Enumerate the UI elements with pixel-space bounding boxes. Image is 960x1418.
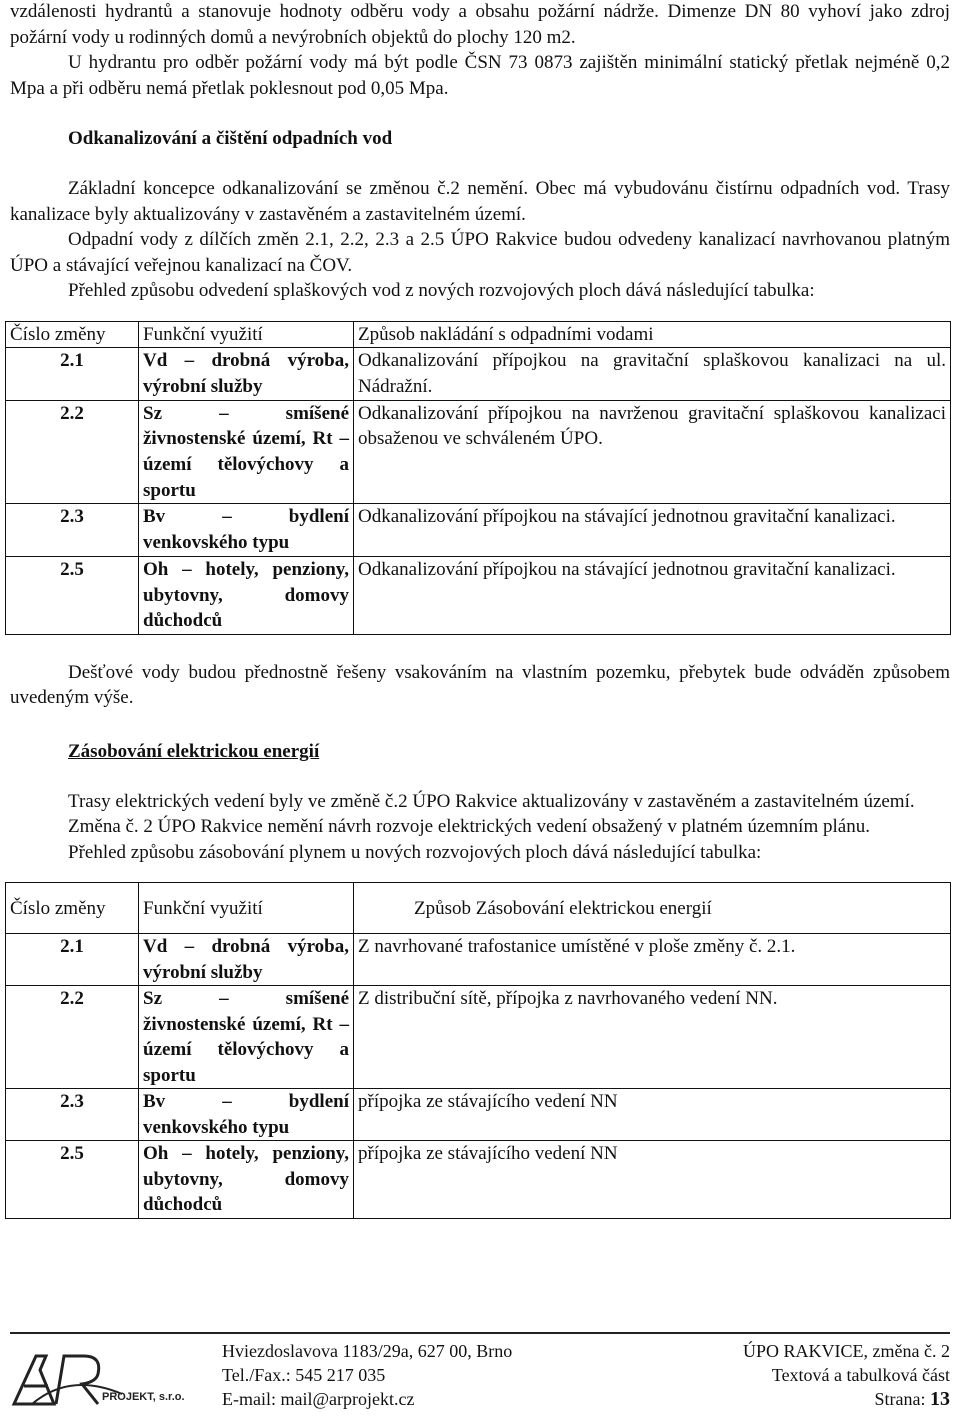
change-number: 2.1 — [6, 348, 139, 400]
table-row — [6, 1089, 951, 1141]
supply-method: přípojka ze stávajícího vedení NN — [354, 1141, 951, 1219]
column-header: Číslo změny — [6, 883, 139, 934]
sewage-paragraph-2: Odpadní vody z dílčích změn 2.1, 2.2, 2.3 a 2.5 ÚPO Rakvice budou odvedeny kanalizací navrhovanou platným ÚPO a stávající veřejnou kanalizací na ČOV. — [10, 229, 950, 276]
change-number: 2.3 — [6, 504, 139, 556]
table-row — [6, 400, 951, 504]
page-number-value: 13 — [930, 1388, 950, 1410]
sewage-table — [5, 321, 951, 635]
intro-paragraph-2: U hydrantu pro odběr požární vody má být podle ČSN 73 0873 zajištěn minimální statický přetlak nejméně 0,2 Mpa a při odběru nemá přetlak poklesnout pod 0,05 Mpa. — [10, 52, 950, 99]
electric-heading: Zásobování elektrickou energií — [68, 740, 320, 762]
document-page — [10, 0, 950, 1219]
document-part: Textová a tabulková část — [771, 1365, 950, 1385]
sewage-paragraph-1: Základní koncepce odkanalizování se změnou č.2 nemění. Obec má vybudovánu čistírnu odpadních vod. Trasy kanalizace byly aktualizovány v zastavěném a zastavitelném území. — [10, 178, 950, 225]
page-number — [743, 1387, 950, 1411]
function-use: Sz – smíšené živnostenské území, Rt – území tělovýchovy a sportu — [139, 400, 354, 504]
page-label: Strana: — [874, 1389, 926, 1409]
change-number: 2.5 — [6, 556, 139, 634]
sewage-paragraph-3: Přehled způsobu odvedení splaškových vod z nových rozvojových ploch dává následující tabulka: — [68, 280, 815, 301]
intro-paragraph-1: vzdálenosti hydrantů a stanovuje hodnoty odběru vody a obsahu požární nádrže. Dimenze DN 80 vyhoví jako zdroj požární vody u rodinných domů a nevýrobních objektů do plochy 120 m2. — [10, 1, 950, 48]
electric-paragraph-3: Přehled způsobu zásobování plynem u nových rozvojových ploch dává následující tabulka: — [68, 841, 762, 863]
ar-projekt-logo-icon — [10, 1342, 210, 1412]
page-footer — [0, 1330, 960, 1417]
document-info — [743, 1339, 950, 1411]
column-header: Funkční využití — [139, 321, 354, 348]
function-use: Oh – hotely, penziony, ubytovny, domovy důchodců — [139, 1141, 354, 1219]
change-number: 2.5 — [6, 1141, 139, 1219]
electric-table — [5, 882, 951, 1219]
table-row — [6, 986, 951, 1089]
electric-paragraph-1: Trasy elektrických vedení byly ve změně č.2 ÚPO Rakvice aktualizovány v zastavěném a zastavitelném území. — [68, 790, 915, 812]
column-header: Funkční využití — [139, 883, 354, 934]
change-number: 2.2 — [6, 986, 139, 1089]
change-number: 2.3 — [6, 1089, 139, 1141]
disposal-method: Odkanalizování přípojkou na stávající jednotnou gravitační kanalizaci. — [354, 556, 951, 634]
supply-method: Z distribuční sítě, přípojka z navrhovaného vedení NN. — [354, 986, 951, 1089]
company-address: Hviezdoslavova 1183/29a, 627 00, Brno — [222, 1341, 513, 1361]
table-row — [6, 934, 951, 986]
company-phone: Tel./Fax.: 545 217 035 — [222, 1365, 386, 1385]
function-use: Oh – hotely, penziony, ubytovny, domovy důchodců — [139, 556, 354, 634]
company-email[interactable]: E-mail: mail@arprojekt.cz — [222, 1389, 415, 1409]
table-row — [6, 556, 951, 634]
column-header: Číslo změny — [6, 321, 139, 348]
disposal-method: Odkanalizování přípojkou na navrženou gravitační splaškovou kanalizaci obsaženou ve schváleném ÚPO. — [354, 400, 951, 504]
column-header: Způsob nakládání s odpadními vodami — [354, 321, 951, 348]
function-use: Sz – smíšené živnostenské území, Rt – území tělovýchovy a sportu — [139, 986, 354, 1089]
change-number: 2.2 — [6, 400, 139, 504]
table-header-row — [6, 321, 951, 348]
svg-text:PROJEKT, s.r.o.: PROJEKT, s.r.o. — [102, 1391, 185, 1403]
function-use: Bv – bydlení venkovského typu — [139, 1089, 354, 1141]
sewage-heading: Odkanalizování a čištění odpadních vod — [68, 128, 393, 149]
sewage-paragraph-4: Dešťové vody budou přednostně řešeny vsakováním na vlastním pozemku, přebytek bude odváděn způsobem uvedeným výše. — [10, 661, 950, 709]
footer-divider — [10, 1332, 950, 1334]
change-number: 2.1 — [6, 934, 139, 986]
table-header-row — [6, 883, 951, 934]
function-use: Bv – bydlení venkovského typu — [139, 504, 354, 556]
function-use: Vd – drobná výroba, výrobní služby — [139, 934, 354, 986]
column-header: Způsob Zásobování elektrickou energií — [354, 883, 951, 934]
table-row — [6, 1141, 951, 1219]
electric-paragraph-2: Změna č. 2 ÚPO Rakvice nemění návrh rozvoje elektrických vedení obsažený v platném územním plánu. — [68, 816, 870, 838]
function-use: Vd – drobná výroba, výrobní služby — [139, 348, 354, 400]
document-title: ÚPO RAKVICE, změna č. 2 — [743, 1341, 950, 1361]
supply-method: Z navrhované trafostanice umístěné v ploše změny č. 2.1. — [354, 934, 951, 986]
company-logo — [10, 1342, 210, 1412]
disposal-method: Odkanalizování přípojkou na gravitační splaškovou kanalizaci na ul. Nádražní. — [354, 348, 951, 400]
table-row — [6, 504, 951, 556]
company-contact — [222, 1339, 512, 1411]
table-row — [6, 348, 951, 400]
supply-method: přípojka ze stávajícího vedení NN — [354, 1089, 951, 1141]
disposal-method: Odkanalizování přípojkou na stávající jednotnou gravitační kanalizaci. — [354, 504, 951, 556]
